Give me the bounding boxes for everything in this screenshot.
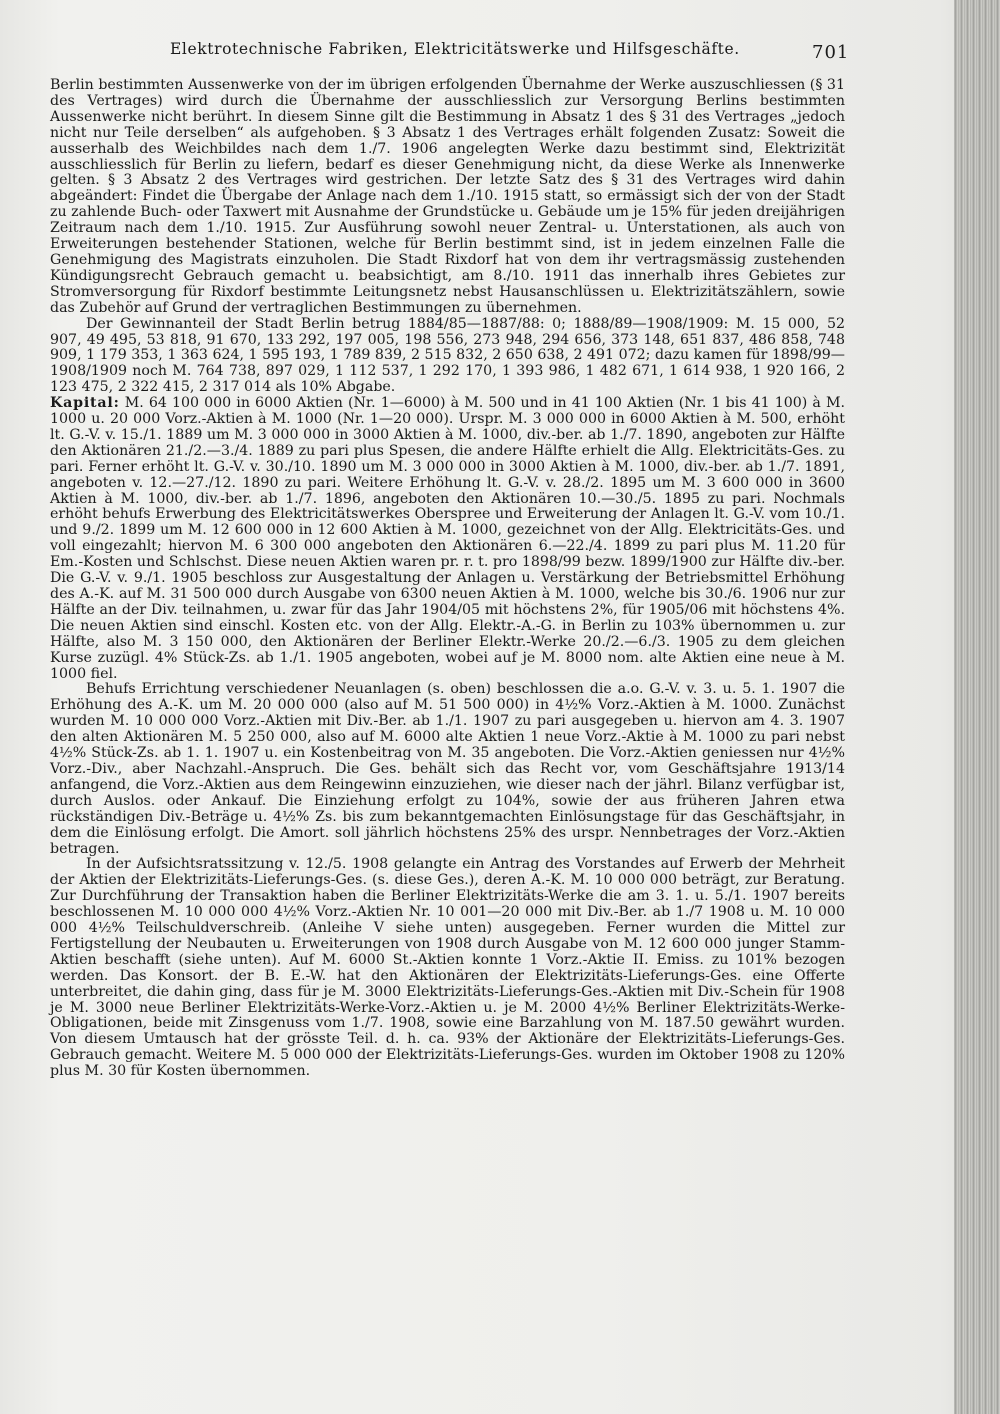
- running-title: Elektrotechnische Fabriken, Elektricitätswerke und Hilfsgeschäfte.: [170, 40, 740, 58]
- paragraph-berlin-contract: Berlin bestimmten Aussenwerke von der im übrigen erfolgenden Übernahme der Werke auszuschliessen (§ 31 des Vertrages) wird durch die Übernahme der ausschliesslich zur Versorgung Berlins bestimmten Aussenwerke nicht berührt. In diesem Sinne gilt die Bestimmung in Absatz 1 des § 31 des Vertrages „jedoch nicht nur Teile derselben“ als aufgehoben. § 3 Absatz 1 des Vertrages erhält folgenden Zusatz: Soweit die ausserhalb des Weichbildes nach dem 1./7. 1906 angelegten Werke dazu bestimmt sind, Elektrizität ausschliesslich für Berlin zu liefern, bedarf es dieser Genehmigung nicht, da diese Werke als Innenwerke gelten. § 3 Absatz 2 des Vertrages wird gestrichen. Der letzte Satz des § 31 des Vertrages wird dahin abgeändert: Findet die Übergabe der Anlage nach dem 1./10. 1915 statt, so ermässigt sich der von der Stadt zu zahlende Buch- oder Taxwert mit Ausnahme der Grundstücke u. Gebäude um je 15% für jeden dreijährigen Zeitraum nach dem 1./10. 1915. Zur Ausführung sowohl neuer Zentral- u. Unterstationen, als auch von Erweiterungen bestehender Stationen, welche für Berlin bestimmt sind, ist in jedem einzelnen Falle die Genehmigung des Magistrats einzuholen. Die Stadt Rixdorf hat von dem ihr vertragsmässig zustehenden Kündigungsrecht Gebrauch gemacht u. beabsichtigt, am 8./10. 1911 das innerhalb ihres Gebietes zur Stromversorgung für Rixdorf bestimmte Leitungsnetz nebst Hausanschlüssen u. Elektrizitätszählern, sowie das Zubehör auf Grund der vertraglichen Bestimmungen zu übernehmen.: [50, 77, 845, 316]
- paragraph-aufsichtsrat: In der Aufsichtsratssitzung v. 12./5. 1908 gelangte ein Antrag des Vorstandes auf Erwerb der Mehrheit der Aktien der Elektrizitäts-Lieferungs-Ges. (s. diese Ges.), deren A.-K. M. 10 000 000 beträgt, zur Beratung. Zur Durchführung der Transaktion haben die Berliner Elektrizitäts-Werke die am 3. 1. u. 5./1. 1907 bereits beschlossenen M. 10 000 000 4½% Vorz.-Aktien Nr. 10 001—20 000 mit Div.-Ber. ab 1./7 1908 u. M. 10 000 000 4½% Teilschuldverschreib. (Anleihe V siehe unten) ausgegeben. Ferner wurden die Mittel zur Fertigstellung der Neubauten u. Erweiterungen von 1908 durch Ausgabe von M. 12 600 000 junger Stamm-Aktien beschafft (siehe unten). Auf M. 6000 St.-Aktien konnte 1 Vorz.-Aktie II. Emiss. zu 101% bezogen werden. Das Konsort. der B. E.-W. hat den Aktionären der Elektrizitäts-Lieferungs-Ges. eine Offerte unterbreitet, die dahin ging, dass für je M. 3000 Elektrizitäts-Lieferungs-Ges.-Aktien mit Div.-Schein für 1908 je M. 3000 neue Berliner Elektrizitäts-Werke-Vorz.-Aktien u. je M. 2000 4½% Berliner Elektrizitäts-Werke-Obligationen, beide mit Zinsgenuss vom 1./7. 1908, sowie eine Barzahlung von M. 187.50 gewährt wurden. Von diesem Umtausch hat der grösste Teil. d. h. ca. 93% der Aktionäre der Elektrizitäts-Lieferungs-Ges. Gebrauch gemacht. Weitere M. 5 000 000 der Elektrizitäts-Lieferungs-Ges. wurden im Oktober 1908 zu 120% plus M. 30 für Kosten übernommen.: [50, 856, 845, 1080]
- page-header: [170, 40, 870, 66]
- paragraph-gewinnanteil: Der Gewinnanteil der Stadt Berlin betrug 1884/85—1887/88: 0; 1888/89—1908/1909: M. 15 000, 52 907, 49 495, 53 818, 91 670, 133 292, 197 005, 198 556, 273 948, 294 656, 373 148, 651 837, 486 858, 748 909, 1 179 353, 1 363 624, 1 595 193, 1 789 839, 2 515 832, 2 650 638, 2 491 072; dazu kamen für 1898/99—1908/1909 noch M. 764 738, 897 029, 1 112 537, 1 292 170, 1 393 986, 1 482 671, 1 614 938, 1 920 166, 2 123 475, 2 322 415, 2 317 014 als 10% Abgabe.: [50, 315, 845, 396]
- book-spine-edge: [954, 0, 1000, 1414]
- page-number: 701: [812, 42, 850, 63]
- kapital-label: Kapital:: [50, 395, 120, 412]
- paragraph-neuanlagen: Behufs Errichtung verschiedener Neuanlagen (s. oben) beschlossen die a.o. G.-V. v. 3. u. 5. 1. 1907 die Erhöhung des A.-K. um M. 20 000 000 (also auf M. 51 500 000) in 4½% Vorz.-Aktien à M. 1000. Zunächst wurden M. 10 000 000 Vorz.-Aktien mit Div.-Ber. ab 1./1. 1907 zu pari ausgegeben u. hiervon am 4. 3. 1907 den alten Aktionären M. 5 250 000, also auf M. 6000 alte Aktien 1 neue Vorz.-Aktie à M. 1000 zu pari nebst 4½% Stück-Zs. ab 1. 1. 1907 u. ein Kostenbeitrag von M. 35 angeboten. Die Vorz.-Aktien geniessen nur 4½% Vorz.-Div., aber Nachzahl.-Anspruch. Die Ges. behält sich das Recht vor, vom Geschäftsjahre 1913/14 anfangend, die Vorz.-Aktien aus dem Reingewinn einzuziehen, wie dieser nach der jährl. Bilanz verfügbar ist, durch Auslos. oder Ankauf. Die Einziehung erfolgt zu 104%, sowie der aus früheren Jahren etwa rückständigen Div.-Beträge u. 4½% Zs. bis zum bekanntgemachten Einlösungstage für das Geschäftsjahr, in dem die Einlösung erfolgt. Die Amort. soll jährlich höchstens 25% des urspr. Nennbetrages der Vorz.-Aktien betragen.: [50, 681, 845, 857]
- paragraph-kapital: [50, 396, 845, 682]
- kapital-text: M. 64 100 000 in 6000 Aktien (Nr. 1—6000) à M. 500 und in 41 100 Aktien (Nr. 1 bis 41 100) à M. 1000 u. 20 000 Vorz.-Aktien à M. 1000 (Nr. 1—20 000). Urspr. M. 3 000 000 in 6000 Aktien à M. 500, erhöht lt. G.-V. v. 15./1. 1889 um M. 3 000 000 in 3000 Aktien à M. 1000, div.-ber. ab 1./7. 1890, angeboten zur Hälfte den Aktionären 21./2.—3./4. 1889 zu pari plus Spesen, die andere Hälfte erhielt die Allg. Elektricitäts-Ges. zu pari. Ferner erhöht lt. G.-V. v. 30./10. 1890 um M. 3 000 000 in 3000 Aktien à M. 1000, div.-ber. ab 1./7. 1891, angeboten v. 12.—27./12. 1890 zu pari. Weitere Erhöhung lt. G.-V. v. 28./2. 1895 um M. 3 600 000 in 3600 Aktien à M. 1000, div.-ber. ab 1./7. 1896, angeboten den Aktionären 10.—30./5. 1895 zu pari. Nochmals erhöht behufs Erwerbung des Elektricitätswerkes Oberspree und Erweiterung der Anlagen lt. G.-V. vom 10./1. und 9./2. 1899 um M. 12 600 000 in 12 600 Aktien à M. 1000, gezeichnet von der Allg. Elektricitäts-Ges. und voll eingezahlt; hiervon M. 6 300 000 angeboten den Aktionären 6.—22./4. 1899 zu pari plus M. 11.20 für Em.-Kosten und Schlschst. Diese neuen Aktien waren pr. r. t. pro 1898/99 bezw. 1899/1900 zur Hälfte div.-ber. Die G.-V. v. 9./1. 1905 beschloss zur Ausgestaltung der Anlagen u. Verstärkung der Betriebsmittel Erhöhung des A.-K. auf M. 31 500 000 durch Ausgabe von 6300 neuen Aktien à M. 1000, welche bis 30./6. 1906 nur zur Hälfte an der Div. teilnahmen, u. zwar für das Jahr 1904/05 mit höchstens 2%, für 1905/06 mit höchstens 4%. Die neuen Aktien sind einschl. Kosten etc. von der Allg. Elektr.-A.-G. in Berlin zu 103% übernommen u. zur Hälfte, also M. 3 150 000, den Aktionären der Berliner Elektr.-Werke 20./2.—6./3. 1905 zu dem gleichen Kurse zuzügl. 4% Stück-Zs. ab 1./1. 1905 angeboten, wobei auf je M. 8000 nom. alte Aktien eine neue à M. 1000 fiel.: [50, 395, 846, 682]
- body-text: [50, 78, 845, 1080]
